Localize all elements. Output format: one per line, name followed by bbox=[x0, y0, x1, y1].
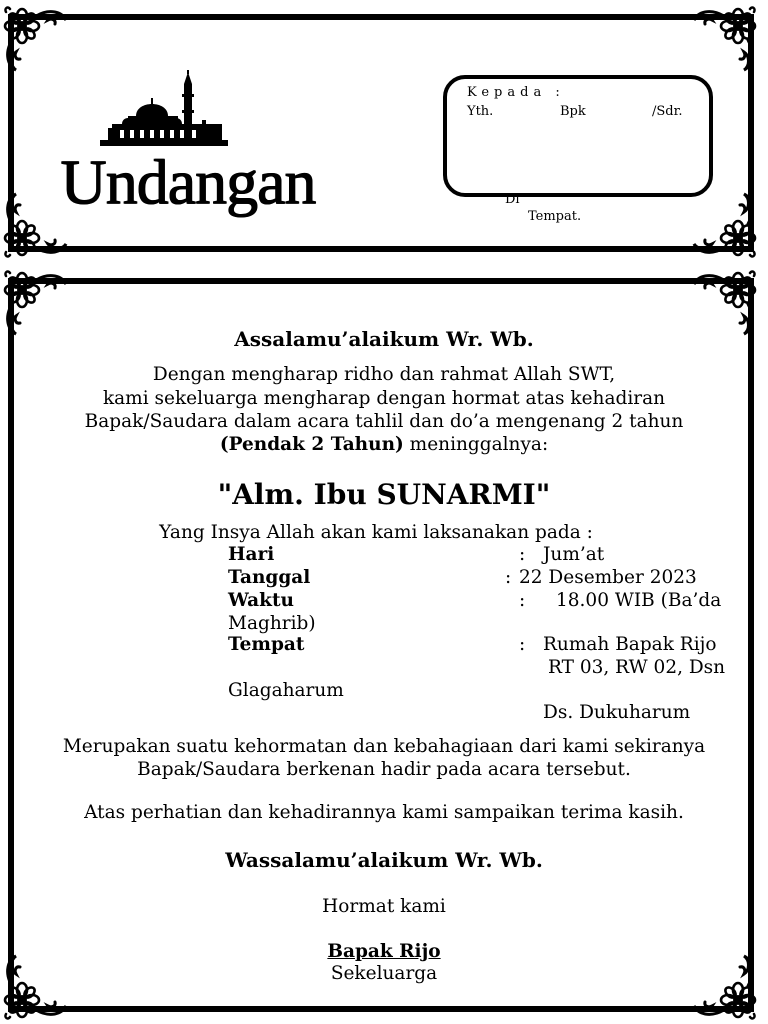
ornament-corner-icon bbox=[0, 4, 70, 74]
intro-line bbox=[0, 433, 768, 457]
separator: : bbox=[519, 544, 526, 565]
ornament-corner-icon bbox=[690, 4, 760, 74]
tempat-value: RT 03, RW 02, Dsn bbox=[548, 657, 726, 678]
waktu-value: 18.00 WIB (Ba’da bbox=[556, 590, 722, 611]
recipient-tempat-label: Tempat. bbox=[528, 209, 582, 224]
recipient-sdr-label: /Sdr. bbox=[652, 104, 683, 119]
waktu-value-cont: Maghrib) bbox=[228, 613, 316, 634]
closing-line: Merupakan suatu kehormatan dan kebahagiaan dari kami sekiranya bbox=[62, 736, 706, 757]
recipient-bpk-label: Bpk bbox=[560, 104, 586, 119]
separator: : bbox=[519, 590, 526, 611]
tempat-label: Tempat bbox=[228, 634, 305, 655]
tempat-value: Rumah Bapak Rijo bbox=[543, 634, 717, 655]
tempat-value: Ds. Dukuharum bbox=[543, 702, 691, 723]
hari-label: Hari bbox=[228, 544, 275, 565]
recipient-yth-label: Yth. bbox=[467, 104, 494, 119]
tanggal-value: 22 Desember 2023 bbox=[519, 567, 697, 588]
mosque-icon bbox=[98, 70, 230, 154]
ornament-corner-icon bbox=[690, 190, 760, 260]
intro-tail: meninggalnya: bbox=[403, 434, 549, 455]
farewell: Wassalamu’alaikum Wr. Wb. bbox=[225, 848, 543, 872]
intro-line: Dengan mengharap ridho dan rahmat Allah SWT, bbox=[152, 364, 616, 385]
schedule-intro: Yang Insya Allah akan kami laksanakan pada : bbox=[159, 522, 593, 543]
greeting: Assalamu’alaikum Wr. Wb. bbox=[234, 327, 534, 351]
regards: Hormat kami bbox=[322, 896, 446, 917]
deceased-name: "Alm. Ibu SUNARMI" bbox=[217, 478, 551, 511]
closing-line: Bapak/Saudara berkenan hadir pada acara tersebut. bbox=[137, 759, 631, 780]
hari-value: Jum’at bbox=[543, 544, 605, 565]
pendak-label: (Pendak 2 Tahun) bbox=[219, 434, 404, 455]
invitation-title: Undangan bbox=[60, 146, 316, 217]
recipient-kepada-label: Kepada : bbox=[467, 85, 565, 100]
thanks-line: Atas perhatian dan kehadirannya kami sampaikan terima kasih. bbox=[84, 802, 684, 823]
recipient-di-label: Di bbox=[505, 192, 520, 207]
intro-line: Bapak/Saudara dalam acara tahlil dan do’a mengenang 2 tahun bbox=[84, 411, 684, 432]
separator: : bbox=[519, 634, 526, 655]
signer-name: Bapak Rijo bbox=[327, 941, 441, 962]
tanggal-label: Tanggal bbox=[228, 567, 311, 588]
waktu-label: Waktu bbox=[228, 590, 294, 611]
separator: : bbox=[505, 567, 512, 588]
family: Sekeluarga bbox=[330, 963, 438, 984]
signer-line bbox=[0, 940, 768, 964]
tempat-value: Glagaharum bbox=[228, 680, 344, 701]
intro-line: kami sekeluarga mengharap dengan hormat atas kehadiran bbox=[102, 388, 666, 409]
